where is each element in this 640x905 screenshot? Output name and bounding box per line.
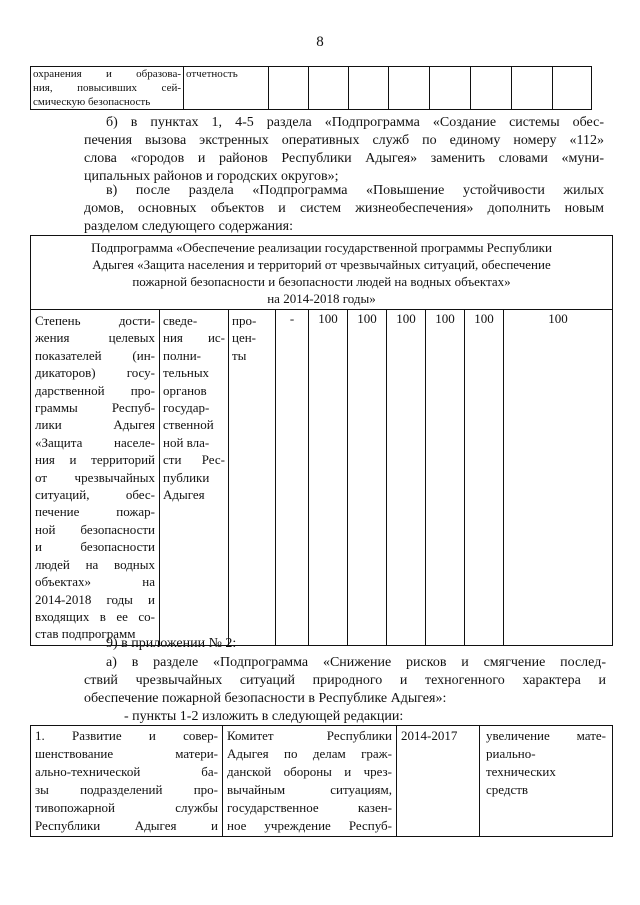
bottom-table-col4: [480, 726, 613, 837]
paragraph-b: [84, 114, 604, 186]
source-line: государ-: [163, 400, 210, 416]
source-line: ной вла-: [163, 434, 210, 450]
value-cell-dash: -: [276, 310, 309, 646]
bottom-line: тивопожарной службы: [35, 800, 218, 815]
indicator-line: жения целевых: [35, 330, 155, 346]
indicator-line: ной безопасности: [35, 521, 155, 537]
source-line: Адыгея: [163, 487, 205, 503]
paragraph-a: [84, 654, 606, 708]
top-table-line: ния, повысивших сей-: [33, 82, 181, 94]
top-table-col1: [31, 67, 184, 110]
source-line: органов: [163, 382, 207, 398]
indicator-line: 2014-2018 годы и: [35, 591, 155, 607]
bottom-table: [30, 725, 613, 837]
heading-line: на 2014-2018 годы»: [267, 291, 376, 306]
indicator-line: став подпрограмм: [35, 626, 136, 642]
page-number: 8: [316, 34, 324, 50]
indicator-line: «Защита населе-: [35, 434, 155, 450]
indicator-line: дарственной про-: [35, 382, 155, 398]
indicator-line: людей на водных: [35, 556, 155, 572]
value-cell: 100: [348, 310, 387, 646]
unit-line: про-: [232, 313, 257, 328]
bottom-table-col2: [223, 726, 397, 837]
top-table-line: охранения и образова-: [33, 68, 181, 80]
paragraph-line: слова «городов и районов Республики Адыгея» заменить словами «муни-: [84, 151, 604, 166]
source-line: полни-: [163, 347, 202, 363]
paragraph-line: печения вызова экстренных оперативных служб по единому номеру «112»: [84, 133, 604, 148]
value-cell-total: 100: [504, 310, 613, 646]
top-table-empty-cell: [553, 67, 592, 110]
indicator-line: и безопасности: [35, 539, 155, 555]
bottom-line: данской обороны и чрез-: [227, 764, 392, 779]
heading-line: пожарной безопасности и безопасности людей на водных объектах»: [132, 274, 511, 289]
top-table-line: смическую безопасность: [33, 96, 151, 108]
value-cell: 100: [465, 310, 504, 646]
bottom-table-period: 2014-2017: [397, 726, 480, 837]
value-cell: 100: [426, 310, 465, 646]
bottom-line: 1. Развитие и совер-: [35, 728, 218, 743]
bottom-line: риально-: [486, 746, 536, 761]
source-line: публики: [163, 469, 210, 485]
top-table-col2: отчетность: [184, 67, 269, 110]
indicator-line: входящих в ее со-: [35, 608, 155, 624]
indicator-name-cell: [31, 310, 160, 646]
indicator-line: объектах» на: [35, 574, 155, 590]
bottom-line: государственное казен-: [227, 800, 392, 815]
bottom-line: шенствование матери-: [35, 746, 218, 761]
paragraph-line: разделом следующего содержания:: [84, 219, 293, 234]
points-line: - пункты 1-2 изложить в следующей редакции:: [124, 709, 404, 724]
subprogram-table: [30, 235, 613, 646]
data-source-cell: [160, 310, 229, 646]
top-table-empty-cell: [349, 67, 389, 110]
paragraph-line: а) в разделе «Подпрограмма «Снижение рисков и смягчение послед-: [106, 655, 606, 670]
bottom-line: ально-технической ба-: [35, 764, 218, 779]
heading-line: Адыгея «Защита населения и территорий от чрезвычайных ситуаций, обеспечение: [92, 257, 551, 272]
paragraph-v: [84, 182, 604, 236]
item-9: 9) в приложении № 2:: [106, 636, 237, 651]
top-table-empty-cell: [309, 67, 349, 110]
top-table-empty-cell: [512, 67, 553, 110]
paragraph-line: обеспечение пожарной безопасности в Республике Адыгея»:: [84, 691, 447, 706]
source-line: ственной: [163, 417, 214, 433]
bottom-table-col1: [31, 726, 223, 837]
paragraph-line: ципальных районов и городских округов»;: [84, 169, 339, 184]
source-line: сти Рес-: [163, 452, 225, 468]
indicator-line: лики Адыгея: [35, 417, 155, 433]
subprogram-heading: [31, 236, 613, 310]
indicator-line: Степень дости-: [35, 313, 155, 328]
bottom-line: ное учреждение Респуб-: [227, 818, 392, 833]
bottom-line: увеличение мате-: [486, 728, 606, 743]
source-line: тельных: [163, 365, 210, 381]
indicator-line: от чрезвычайных: [35, 469, 155, 485]
unit-line: цен-: [232, 330, 257, 346]
paragraph-line: в) после раздела «Подпрограмма «Повышение устойчивости жилых: [106, 183, 604, 198]
bottom-line: средств: [486, 782, 529, 797]
indicator-line: граммы Респуб-: [35, 400, 155, 416]
bottom-line: Комитет Республики: [227, 728, 392, 743]
bottom-line: Республики Адыгея и: [35, 818, 218, 833]
paragraph-line: домов, основных объектов и систем жизнеобеспечения» дополнить новым: [84, 201, 604, 216]
indicator-line: печение пожар-: [35, 504, 155, 520]
bottom-line: зы подразделений про-: [35, 782, 218, 797]
bottom-line: технических: [486, 764, 556, 779]
unit-cell: [229, 310, 276, 646]
top-table-fragment: [30, 66, 592, 110]
indicator-line: дикаторов) госу-: [35, 365, 155, 381]
top-table-empty-cell: [471, 67, 512, 110]
paragraph-line: б) в пунктах 1, 4-5 раздела «Подпрограмма «Создание системы обес-: [106, 115, 604, 130]
top-table-empty-cell: [430, 67, 471, 110]
unit-line: ты: [232, 347, 247, 363]
bottom-line: вычайным ситуациям,: [227, 782, 392, 797]
indicator-line: показателей (ин-: [35, 347, 155, 363]
heading-line: Подпрограмма «Обеспечение реализации государственной программы Республики: [91, 240, 552, 255]
top-table-empty-cell: [269, 67, 309, 110]
value-cell: 100: [387, 310, 426, 646]
indicator-line: ситуаций, обес-: [35, 487, 155, 503]
source-line: сведе-: [163, 313, 198, 328]
value-cell: 100: [309, 310, 348, 646]
bottom-line: Адыгея по делам граж-: [227, 746, 392, 761]
top-table-empty-cell: [389, 67, 430, 110]
paragraph-line: ствий чрезвычайных ситуаций природного и техногенного характера и: [84, 673, 606, 688]
source-line: ния ис-: [163, 330, 225, 346]
indicator-line: ния и территорий: [35, 452, 155, 468]
